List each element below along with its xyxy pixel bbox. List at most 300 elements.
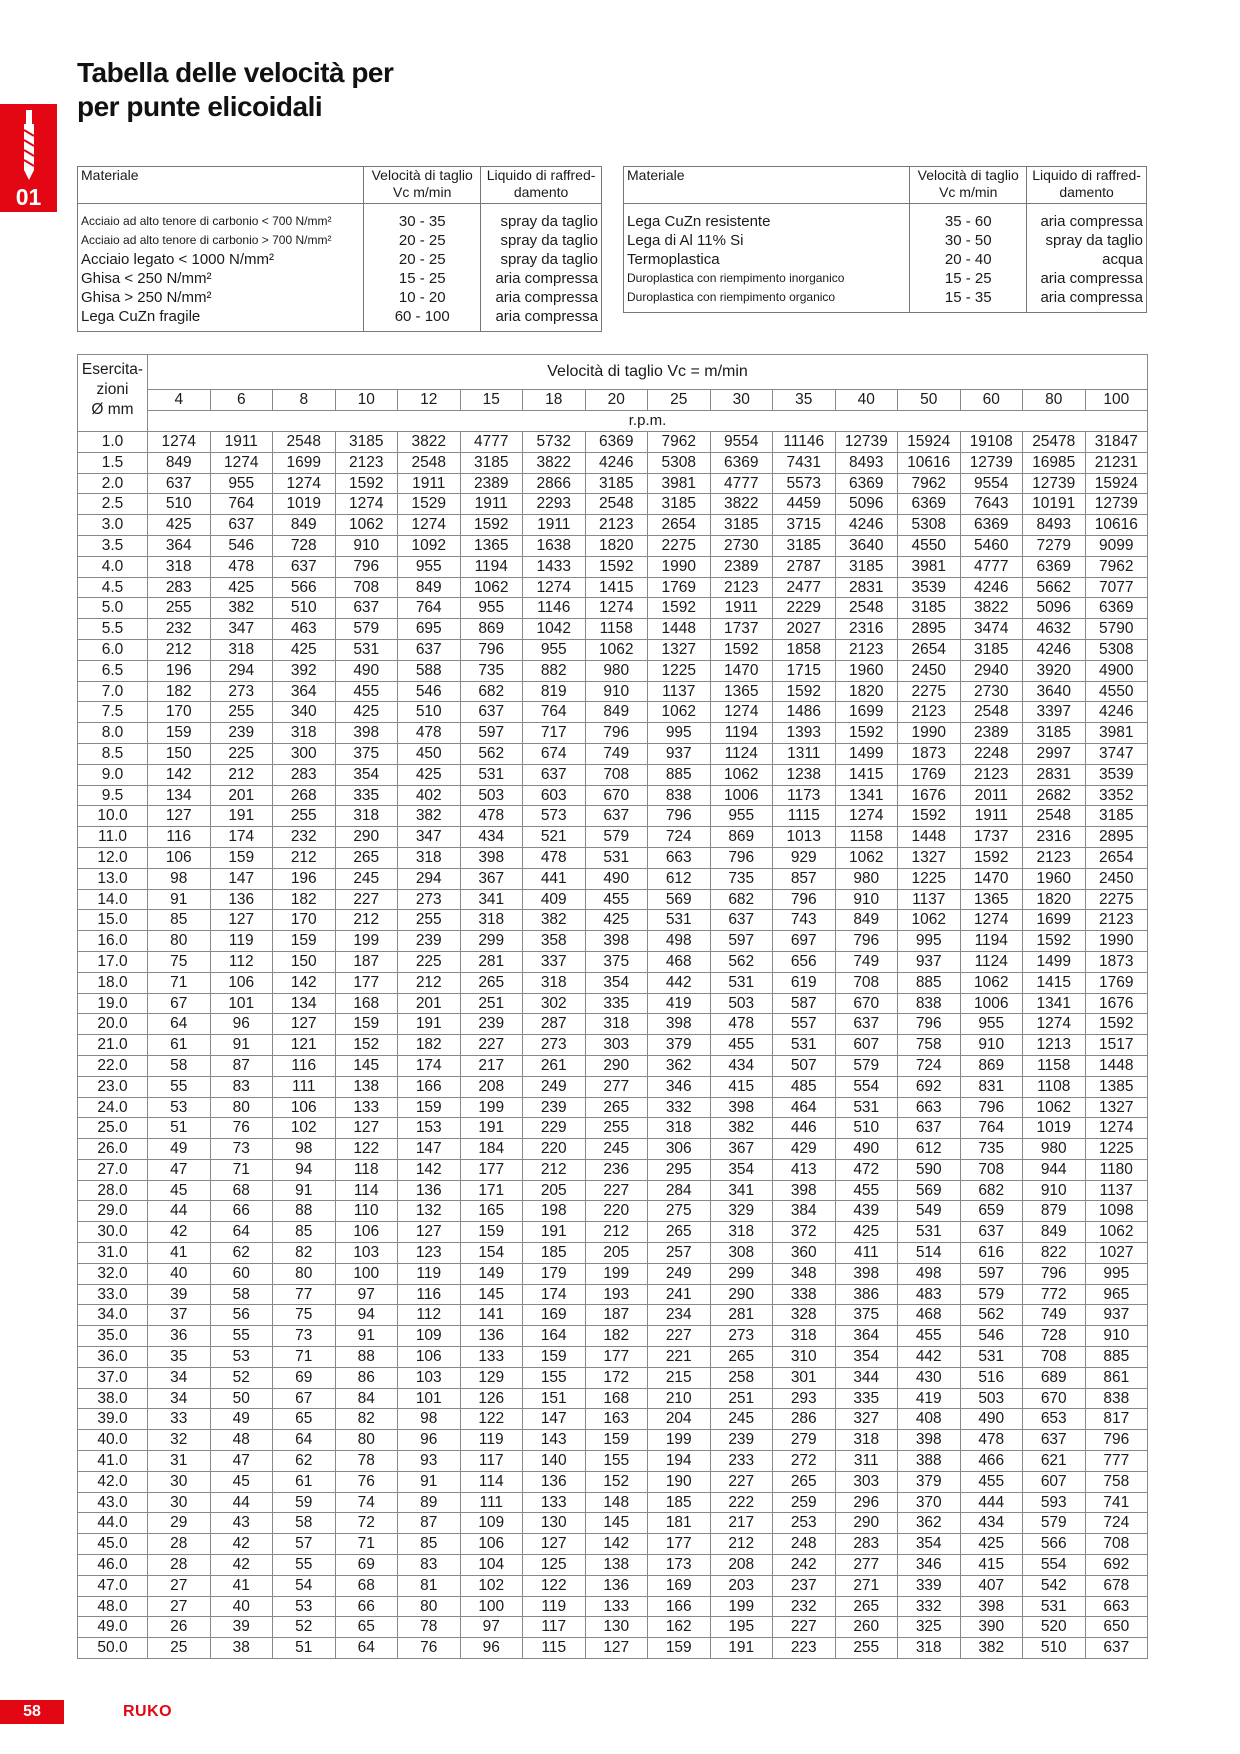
rpm-cell: 147: [398, 1139, 461, 1160]
rpm-cell: 191: [710, 1638, 773, 1659]
rpm-cell: 1911: [960, 806, 1023, 827]
rpm-cell: 49: [148, 1139, 211, 1160]
rpm-cell: 102: [273, 1118, 336, 1139]
rpm-cell: 265: [710, 1347, 773, 1368]
speed-column-header: 50: [898, 390, 961, 411]
material-row: [624, 269, 1147, 288]
rpm-cell: 1238: [773, 764, 836, 785]
rpm-cell: 9554: [710, 432, 773, 453]
rpm-cell: 121: [273, 1035, 336, 1056]
table-row: [78, 1638, 1148, 1659]
diameter-cell: 2.5: [78, 494, 148, 515]
rpm-cell: 1115: [773, 806, 836, 827]
rpm-cell: 390: [960, 1617, 1023, 1638]
material-speed: 15 - 25: [910, 269, 1027, 288]
diameter-cell: 5.5: [78, 619, 148, 640]
rpm-cell: 239: [710, 1430, 773, 1451]
rpm-cell: 10191: [1023, 494, 1086, 515]
rpm-cell: 318: [898, 1638, 961, 1659]
rpm-cell: 4246: [835, 515, 898, 536]
rpm-cell: 2011: [960, 785, 1023, 806]
rpm-cell: 56: [210, 1305, 273, 1326]
table-row: [78, 1284, 1148, 1305]
rpm-cell: 190: [648, 1471, 711, 1492]
rpm-cell: 398: [648, 1014, 711, 1035]
rpm-cell: 1137: [648, 681, 711, 702]
speed-column-header: 35: [773, 390, 836, 411]
rpm-cell: 222: [710, 1492, 773, 1513]
rpm-cell: 66: [335, 1596, 398, 1617]
rpm-cell: 3539: [1085, 764, 1148, 785]
rpm-cell: 2654: [898, 639, 961, 660]
rpm-cell: 15924: [1085, 473, 1148, 494]
rpm-cell: 133: [585, 1596, 648, 1617]
rpm-cell: 1737: [960, 827, 1023, 848]
rpm-cell: 283: [148, 577, 211, 598]
rpm-cell: 132: [398, 1201, 461, 1222]
rpm-cell: 650: [1085, 1617, 1148, 1638]
rpm-cell: 193: [585, 1284, 648, 1305]
table-row: [78, 1076, 1148, 1097]
diameter-cell: 36.0: [78, 1347, 148, 1368]
rpm-cell: 55: [148, 1076, 211, 1097]
rpm-cell: 130: [585, 1617, 648, 1638]
rpm-cell: 174: [398, 1055, 461, 1076]
rpm-cell: 3640: [1023, 681, 1086, 702]
table-row: [78, 494, 1148, 515]
rpm-cell: 663: [1085, 1596, 1148, 1617]
table-row: [78, 1222, 1148, 1243]
rpm-cell: 910: [1085, 1326, 1148, 1347]
rpm-cell: 39: [148, 1284, 211, 1305]
rpm-cell: 478: [523, 847, 586, 868]
rpm-cell: 764: [210, 494, 273, 515]
rpm-cell: 653: [1023, 1409, 1086, 1430]
rpm-cell: 177: [335, 972, 398, 993]
diameter-cell: 39.0: [78, 1409, 148, 1430]
rpm-cell: 48: [210, 1430, 273, 1451]
rpm-cell: 1274: [523, 577, 586, 598]
rpm-cell: 265: [460, 972, 523, 993]
rpm-cell: 318: [210, 639, 273, 660]
rpm-cell: 165: [460, 1201, 523, 1222]
rpm-cell: 96: [460, 1638, 523, 1659]
rpm-cell: 5573: [773, 473, 836, 494]
rpm-cell: 103: [335, 1243, 398, 1264]
rpm-cell: 1638: [523, 535, 586, 556]
rpm-cell: 885: [1085, 1347, 1148, 1368]
rpm-cell: 1415: [835, 764, 898, 785]
rpm-cell: 937: [1085, 1305, 1148, 1326]
rpm-cell: 251: [710, 1388, 773, 1409]
rpm-cell: 425: [960, 1534, 1023, 1555]
rpm-cell: 1592: [710, 639, 773, 660]
rpm-cell: 182: [148, 681, 211, 702]
rpm-cell: 2248: [960, 743, 1023, 764]
rpm-cell: 153: [398, 1118, 461, 1139]
rpm-cell: 273: [710, 1326, 773, 1347]
rpm-cell: 1592: [585, 556, 648, 577]
rpm-cell: 1006: [710, 785, 773, 806]
rpm-cell: 910: [835, 889, 898, 910]
diameter-cell: 42.0: [78, 1471, 148, 1492]
rpm-cell: 386: [835, 1284, 898, 1305]
rpm-cell: 253: [773, 1513, 836, 1534]
rpm-cell: 372: [773, 1222, 836, 1243]
rpm-cell: 96: [398, 1430, 461, 1451]
rpm-cell: 507: [773, 1055, 836, 1076]
rpm-cell: 566: [273, 577, 336, 598]
diameter-cell: 28.0: [78, 1180, 148, 1201]
rpm-cell: 104: [460, 1555, 523, 1576]
rpm-cell: 174: [523, 1284, 586, 1305]
rpm-cell: 1062: [335, 515, 398, 536]
rpm-cell: 284: [648, 1180, 711, 1201]
diameter-cell: 5.0: [78, 598, 148, 619]
rpm-cell: 2940: [960, 660, 1023, 681]
rpm-cell: 4550: [1085, 681, 1148, 702]
rpm-cell: 3185: [585, 473, 648, 494]
diameter-cell: 3.5: [78, 535, 148, 556]
rpm-cell: 388: [898, 1451, 961, 1472]
rpm-cell: 429: [773, 1139, 836, 1160]
table-row: [78, 972, 1148, 993]
rpm-cell: 375: [835, 1305, 898, 1326]
diameter-cell: 18.0: [78, 972, 148, 993]
rpm-cell: 3185: [710, 515, 773, 536]
rpm-cell: 656: [773, 951, 836, 972]
rpm-cell: 1715: [773, 660, 836, 681]
rpm-cell: 44: [210, 1492, 273, 1513]
rpm-cell: 2831: [1023, 764, 1086, 785]
rpm-cell: 119: [460, 1430, 523, 1451]
rpm-cell: 239: [210, 723, 273, 744]
rpm-cell: 764: [398, 598, 461, 619]
rpm-cell: 1062: [898, 910, 961, 931]
rpm-cell: 232: [773, 1596, 836, 1617]
rpm-cell: 28: [148, 1555, 211, 1576]
rpm-cell: 995: [1085, 1263, 1148, 1284]
rpm-cell: 318: [835, 1430, 898, 1451]
rpm-cell: 434: [710, 1055, 773, 1076]
rpm-cell: 4550: [898, 535, 961, 556]
rpm-cell: 1873: [898, 743, 961, 764]
rpm-cell: 279: [773, 1430, 836, 1451]
rpm-cell: 71: [273, 1347, 336, 1368]
material-speed: 20 - 25: [364, 231, 481, 250]
rpm-cell: 619: [773, 972, 836, 993]
rpm-cell: 1470: [960, 868, 1023, 889]
rpm-cell: 5308: [898, 515, 961, 536]
rpm-cell: 100: [335, 1263, 398, 1284]
rpm-cell: 116: [148, 827, 211, 848]
rpm-cell: 42: [210, 1555, 273, 1576]
rpm-cell: 4900: [1085, 660, 1148, 681]
rpm-cell: 306: [648, 1139, 711, 1160]
rpm-cell: 796: [585, 723, 648, 744]
rpm-cell: 455: [585, 889, 648, 910]
rpm-cell: 212: [398, 972, 461, 993]
diameter-cell: 11.0: [78, 827, 148, 848]
rpm-cell: 89: [398, 1492, 461, 1513]
diameter-cell: 8.0: [78, 723, 148, 744]
rpm-cell: 166: [648, 1596, 711, 1617]
rpm-cell: 364: [273, 681, 336, 702]
diameter-cell: 6.5: [78, 660, 148, 681]
rpm-cell: 185: [523, 1243, 586, 1264]
rpm-cell: 142: [585, 1534, 648, 1555]
rpm-cell: 882: [523, 660, 586, 681]
rpm-cell: 152: [585, 1471, 648, 1492]
rpm-cell: 364: [835, 1326, 898, 1347]
rpm-cell: 159: [148, 723, 211, 744]
rpm-cell: 3185: [460, 452, 523, 473]
rpm-cell: 205: [523, 1180, 586, 1201]
rpm-cell: 425: [148, 515, 211, 536]
rpm-cell: 85: [398, 1534, 461, 1555]
rpm-cell: 221: [648, 1347, 711, 1368]
rpm-cell: 122: [460, 1409, 523, 1430]
rpm-cell: 281: [460, 951, 523, 972]
material-row: [78, 250, 602, 269]
rpm-cell: 136: [398, 1180, 461, 1201]
rpm-cell: 1019: [273, 494, 336, 515]
rpm-cell: 293: [773, 1388, 836, 1409]
rpm-cell: 177: [585, 1347, 648, 1368]
rpm-cell: 367: [460, 868, 523, 889]
rpm-cell: 724: [1085, 1513, 1148, 1534]
rpm-cell: 1146: [523, 598, 586, 619]
rpm-cell: 637: [148, 473, 211, 494]
rpm-cell: 375: [335, 743, 398, 764]
rpm-cell: 1092: [398, 535, 461, 556]
rpm-cell: 75: [273, 1305, 336, 1326]
rpm-cell: 67: [273, 1388, 336, 1409]
rpm-cell: 354: [335, 764, 398, 785]
drill-bit-icon: [20, 110, 38, 180]
rpm-cell: 341: [460, 889, 523, 910]
rpm-cell: 1699: [1023, 910, 1086, 931]
rpm-cell: 191: [460, 1118, 523, 1139]
rpm-cell: 61: [273, 1471, 336, 1492]
rpm-cell: 155: [585, 1451, 648, 1472]
rpm-cell: 296: [835, 1492, 898, 1513]
rpm-cell: 174: [210, 827, 273, 848]
rpm-cell: 273: [398, 889, 461, 910]
rpm-cell: 196: [148, 660, 211, 681]
rpm-cell: 76: [335, 1471, 398, 1492]
rpm-cell: 3185: [835, 556, 898, 577]
table-row: [78, 702, 1148, 723]
rpm-cell: 1194: [710, 723, 773, 744]
rpm-cell: 87: [210, 1055, 273, 1076]
rpm-cell: 106: [210, 972, 273, 993]
rpm-cell: 57: [273, 1534, 336, 1555]
rpm-cell: 354: [585, 972, 648, 993]
rpm-cell: 290: [335, 827, 398, 848]
rpm-cell: 80: [210, 1097, 273, 1118]
speed-column-header: 12: [398, 390, 461, 411]
rpm-cell: 191: [398, 1014, 461, 1035]
rpm-cell: 444: [960, 1492, 1023, 1513]
rpm-cell: 75: [148, 951, 211, 972]
table-row: [78, 764, 1148, 785]
rpm-cell: 159: [273, 931, 336, 952]
rpm-cell: 692: [898, 1076, 961, 1097]
rpm-cell: 1393: [773, 723, 836, 744]
rpm-cell: 758: [1085, 1471, 1148, 1492]
rpm-cell: 344: [835, 1367, 898, 1388]
rpm-cell: 277: [835, 1555, 898, 1576]
rpm-cell: 1592: [1023, 931, 1086, 952]
chapter-number: 01: [15, 184, 42, 210]
rpm-cell: 885: [648, 764, 711, 785]
rpm-cell: 65: [335, 1617, 398, 1638]
rpm-cell: 169: [648, 1575, 711, 1596]
rpm-cell: 227: [648, 1326, 711, 1347]
table-row: [78, 535, 1148, 556]
speed-column-header: 6: [210, 390, 273, 411]
rpm-cell: 955: [960, 1014, 1023, 1035]
rpm-cell: 1911: [710, 598, 773, 619]
table-row: [78, 785, 1148, 806]
rpm-cell: 796: [460, 639, 523, 660]
cutting-speed-header: Velocità di taglio Vc = m/min: [148, 355, 1148, 390]
rpm-cell: 335: [835, 1388, 898, 1409]
rpm-cell: 15924: [898, 432, 961, 453]
material-coolant: aria compressa: [481, 269, 602, 288]
rpm-cell: 212: [710, 1534, 773, 1555]
rpm-cell: 41: [148, 1243, 211, 1264]
rpm-cell: 44: [148, 1201, 211, 1222]
rpm-cell: 1019: [1023, 1118, 1086, 1139]
rpm-cell: 531: [1023, 1596, 1086, 1617]
material-speed: 30 - 35: [364, 204, 481, 232]
rpm-cell: 122: [335, 1139, 398, 1160]
rpm-cell: 83: [210, 1076, 273, 1097]
rpm-cell: 7643: [960, 494, 1023, 515]
table-row: [78, 660, 1148, 681]
rpm-cell: 1225: [1085, 1139, 1148, 1160]
rpm-cell: 1911: [460, 494, 523, 515]
rpm-cell: 212: [273, 847, 336, 868]
table-row: [78, 1617, 1148, 1638]
rpm-cell: 593: [1023, 1492, 1086, 1513]
rpm-cell: 199: [585, 1263, 648, 1284]
rpm-cell: 39: [210, 1617, 273, 1638]
rpm-cell: 335: [335, 785, 398, 806]
rpm-cell: 3474: [960, 619, 1023, 640]
rpm-cell: 510: [398, 702, 461, 723]
rpm-cell: 579: [585, 827, 648, 848]
rpm-cell: 229: [523, 1118, 586, 1139]
rpm-cell: 1676: [1085, 993, 1148, 1014]
rpm-cell: 64: [148, 1014, 211, 1035]
rpm-cell: 455: [898, 1326, 961, 1347]
rpm-cell: 398: [773, 1180, 836, 1201]
diameter-cell: 20.0: [78, 1014, 148, 1035]
rpm-cell: 1592: [773, 681, 836, 702]
rpm-cell: 478: [460, 806, 523, 827]
rpm-cell: 531: [460, 764, 523, 785]
rpm-cell: 621: [1023, 1451, 1086, 1472]
rpm-cell: 94: [335, 1305, 398, 1326]
rpm-cell: 38: [210, 1638, 273, 1659]
rpm-cell: 579: [960, 1284, 1023, 1305]
rpm-cell: 2787: [773, 556, 836, 577]
table-row: [78, 1430, 1148, 1451]
rpm-cell: 328: [773, 1305, 836, 1326]
rpm-cell: 910: [960, 1035, 1023, 1056]
rpm-cell: 1173: [773, 785, 836, 806]
rpm-cell: 233: [710, 1451, 773, 1472]
rpm-cell: 217: [460, 1055, 523, 1076]
rpm-cell: 796: [773, 889, 836, 910]
rpm-cell: 3397: [1023, 702, 1086, 723]
rpm-cell: 531: [773, 1035, 836, 1056]
material-speed: 60 - 100: [364, 307, 481, 332]
rpm-cell: 516: [960, 1367, 1023, 1388]
rpm-cell: 569: [898, 1180, 961, 1201]
table-row: [78, 1451, 1148, 1472]
rpm-cell: 3822: [523, 452, 586, 473]
rpm-cell: 409: [523, 889, 586, 910]
rpm-cell: 3185: [1023, 723, 1086, 744]
rpm-cell: 2293: [523, 494, 586, 515]
speed-column-header: 60: [960, 390, 1023, 411]
rpm-cell: 332: [898, 1596, 961, 1617]
rpm-cell: 199: [460, 1097, 523, 1118]
rpm-cell: 358: [523, 931, 586, 952]
rpm-cell: 173: [648, 1555, 711, 1576]
rpm-cell: 2866: [523, 473, 586, 494]
rpm-cell: 490: [835, 1139, 898, 1160]
rpm-cell: 2027: [773, 619, 836, 640]
rpm-cell: 69: [273, 1367, 336, 1388]
rpm-cell: 133: [460, 1347, 523, 1368]
rpm-cell: 109: [398, 1326, 461, 1347]
rpm-cell: 194: [648, 1451, 711, 1472]
rpm-cell: 670: [1023, 1388, 1086, 1409]
rpm-cell: 71: [210, 1159, 273, 1180]
rpm-cell: 239: [398, 931, 461, 952]
rpm-cell: 31847: [1085, 432, 1148, 453]
rpm-cell: 227: [335, 889, 398, 910]
rpm-cell: 19108: [960, 432, 1023, 453]
rpm-cell: 199: [710, 1596, 773, 1617]
table-row: [78, 473, 1148, 494]
rpm-cell: 5790: [1085, 619, 1148, 640]
rpm-cell: 286: [773, 1409, 836, 1430]
rpm-cell: 40: [210, 1596, 273, 1617]
rpm-cell: 708: [1085, 1534, 1148, 1555]
rpm-cell: 692: [1085, 1555, 1148, 1576]
rpm-cell: 442: [898, 1347, 961, 1368]
rpm-cell: 35: [148, 1347, 211, 1368]
rpm-cell: 43: [210, 1513, 273, 1534]
material-name: Lega CuZn fragile: [78, 307, 364, 332]
rpm-cell: 995: [648, 723, 711, 744]
rpm-cell: 1820: [835, 681, 898, 702]
rpm-cell: 1699: [835, 702, 898, 723]
rpm-cell: 16985: [1023, 452, 1086, 473]
rpm-cell: 76: [210, 1118, 273, 1139]
material-coolant: spray da taglio: [481, 250, 602, 269]
speed-column-header: 80: [1023, 390, 1086, 411]
rpm-cell: 1274: [210, 452, 273, 473]
rpm-cell: 236: [585, 1159, 648, 1180]
rpm-cell: 1274: [585, 598, 648, 619]
